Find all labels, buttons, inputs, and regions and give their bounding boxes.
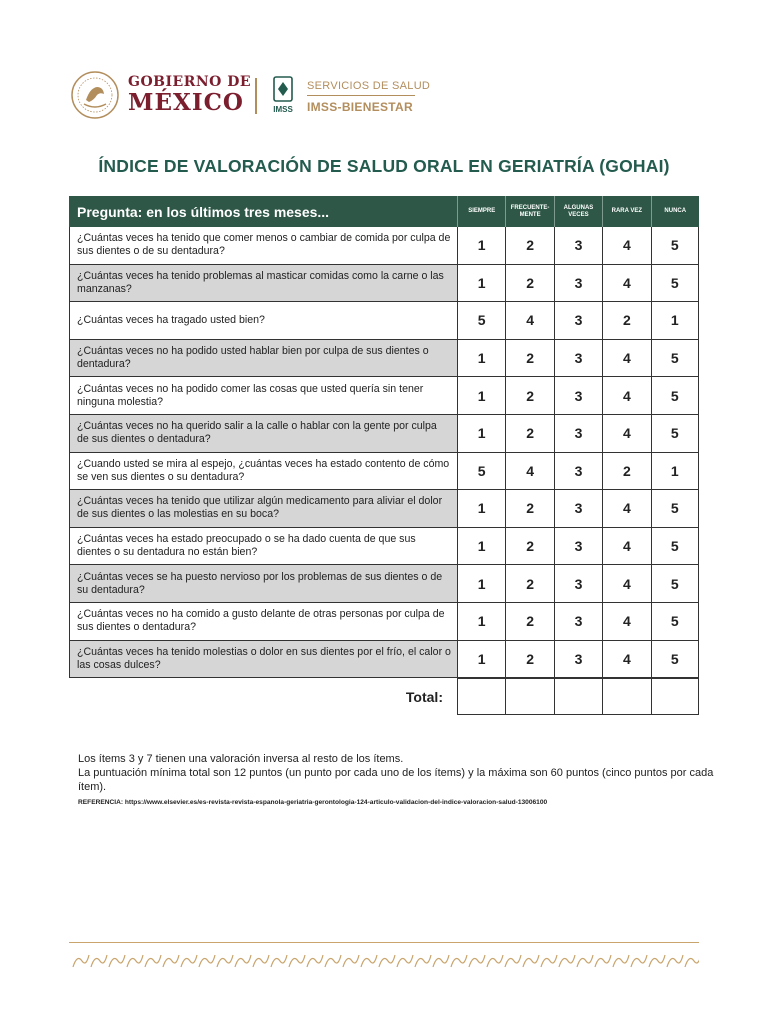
total-cell[interactable]	[554, 678, 602, 715]
table-row	[69, 565, 699, 603]
score-cell[interactable]: 2	[505, 265, 553, 302]
question-text: ¿Cuando usted se mira al espejo, ¿cuántas veces ha estado contento de cómo se ven sus dientes o su dentadura?	[69, 453, 457, 490]
logo-divider	[255, 78, 257, 114]
score-cell[interactable]: 3	[554, 340, 602, 377]
reference-text: REFERENCIA: https://www.elsevier.es/es-revista-revista-espanola-geriatria-gerontologia-124-articulo-validacion-del-indice-valoracion-salud-13006100	[78, 799, 548, 806]
column-header-algunas-veces: ALGUNAS VECES	[554, 196, 602, 227]
score-cell[interactable]: 1	[457, 528, 505, 565]
question-text: ¿Cuántas veces no ha podido comer las cosas que usted quería sin tener ninguna molestia?	[69, 377, 457, 414]
score-cell[interactable]: 5	[651, 415, 699, 452]
score-cell[interactable]: 3	[554, 641, 602, 678]
score-cell[interactable]: 3	[554, 302, 602, 339]
table-row	[69, 528, 699, 566]
total-cell[interactable]	[505, 678, 553, 715]
question-text: ¿Cuántas veces ha tenido problemas al masticar comidas como la carne o las manzanas?	[69, 265, 457, 302]
page-header	[70, 66, 490, 126]
score-cell[interactable]: 1	[457, 265, 505, 302]
score-cell[interactable]: 2	[505, 528, 553, 565]
table-row	[69, 603, 699, 641]
gov-line1: GOBIERNO DE	[128, 74, 252, 90]
note-line1: Los ítems 3 y 7 tienen una valoración inversa al resto de los ítems.	[78, 753, 404, 765]
notes	[78, 752, 718, 810]
score-cell[interactable]: 5	[651, 377, 699, 414]
score-cell[interactable]: 4	[602, 603, 650, 640]
footer-ornament-icon	[69, 950, 699, 972]
table-row	[69, 415, 699, 453]
footer-rule	[69, 942, 699, 943]
score-cell[interactable]: 1	[457, 415, 505, 452]
gohai-table	[69, 196, 699, 715]
table-row	[69, 490, 699, 528]
page-title: ÍNDICE DE VALORACIÓN DE SALUD ORAL EN GERIATRÍA (GOHAI)	[98, 156, 670, 176]
score-cell[interactable]: 2	[505, 565, 553, 602]
score-cell[interactable]: 1	[457, 490, 505, 527]
score-cell[interactable]: 1	[457, 227, 505, 264]
score-cell[interactable]: 2	[505, 641, 553, 678]
score-cell[interactable]: 4	[505, 453, 553, 490]
score-cell[interactable]: 2	[505, 340, 553, 377]
score-cell[interactable]: 5	[457, 453, 505, 490]
score-cell[interactable]: 4	[602, 528, 650, 565]
score-cell[interactable]: 2	[505, 227, 553, 264]
score-cell[interactable]: 2	[505, 490, 553, 527]
imss-icon-text: IMSS	[273, 105, 293, 114]
column-header-siempre: SIEMPRE	[457, 196, 505, 227]
score-cell[interactable]: 1	[457, 340, 505, 377]
score-cell[interactable]: 4	[602, 565, 650, 602]
question-text: ¿Cuántas veces no ha comido a gusto delante de otras personas por culpa de sus dientes o dentadura?	[69, 603, 457, 640]
table-row	[69, 641, 699, 679]
score-cell[interactable]: 3	[554, 453, 602, 490]
question-text: ¿Cuántas veces no ha podido usted hablar bien por culpa de sus dientes o dentadura?	[69, 340, 457, 377]
table-row	[69, 453, 699, 491]
score-cell[interactable]: 1	[457, 377, 505, 414]
score-cell[interactable]: 4	[602, 265, 650, 302]
score-cell[interactable]: 5	[651, 265, 699, 302]
score-cell[interactable]: 3	[554, 227, 602, 264]
question-text: ¿Cuántas veces ha tenido molestias o dolor en sus dientes por el frío, el calor o las cosas dulces?	[69, 641, 457, 678]
score-cell[interactable]: 2	[602, 453, 650, 490]
score-cell[interactable]: 4	[602, 415, 650, 452]
score-cell[interactable]: 5	[457, 302, 505, 339]
table-body	[69, 227, 699, 678]
question-text: ¿Cuántas veces ha estado preocupado o se ha dado cuenta de que sus dientes o su dentadura no están bien?	[69, 528, 457, 565]
score-cell[interactable]: 4	[602, 227, 650, 264]
score-cell[interactable]: 2	[602, 302, 650, 339]
score-cell[interactable]: 4	[602, 340, 650, 377]
score-cell[interactable]: 4	[602, 641, 650, 678]
score-cell[interactable]: 1	[457, 565, 505, 602]
table-row	[69, 265, 699, 303]
score-cell[interactable]: 1	[651, 453, 699, 490]
imss-line2: IMSS-BIENESTAR	[307, 100, 413, 114]
note-line2: La puntuación mínima total son 12 puntos (un punto por cada uno de los ítems) y la máxima son 60 puntos (cinco puntos por cada ítem).	[78, 767, 714, 793]
table-row	[69, 377, 699, 415]
score-cell[interactable]: 2	[505, 377, 553, 414]
score-cell[interactable]: 3	[554, 377, 602, 414]
score-cell[interactable]: 5	[651, 528, 699, 565]
table-header	[69, 196, 699, 227]
score-cell[interactable]: 5	[651, 227, 699, 264]
score-cell[interactable]: 3	[554, 265, 602, 302]
imss-logo-icon	[268, 76, 298, 116]
total-cell[interactable]	[602, 678, 650, 715]
question-text: ¿Cuántas veces se ha puesto nervioso por los problemas de sus dientes o de su dentadura?	[69, 565, 457, 602]
score-cell[interactable]: 4	[602, 490, 650, 527]
imss-wordmark	[307, 80, 430, 114]
government-wordmark	[128, 74, 251, 116]
total-row	[69, 678, 699, 715]
score-cell[interactable]: 3	[554, 415, 602, 452]
total-cell[interactable]	[457, 678, 505, 715]
score-cell[interactable]: 5	[651, 490, 699, 527]
table-row	[69, 227, 699, 265]
score-cell[interactable]: 3	[554, 528, 602, 565]
total-cell[interactable]	[651, 678, 699, 715]
question-text: ¿Cuántas veces ha tenido que utilizar algún medicamento para aliviar el dolor de sus dientes o las molestias en su boca?	[69, 490, 457, 527]
gov-line2: MÉXICO	[128, 89, 244, 116]
score-cell[interactable]: 5	[651, 641, 699, 678]
score-cell[interactable]: 5	[651, 603, 699, 640]
question-text: ¿Cuántas veces ha tenido que comer menos o cambiar de comida por culpa de sus dientes o de su dentadura?	[69, 227, 457, 264]
score-cell[interactable]: 4	[505, 302, 553, 339]
score-cell[interactable]: 2	[505, 415, 553, 452]
score-cell[interactable]: 5	[651, 565, 699, 602]
score-cell[interactable]: 3	[554, 603, 602, 640]
total-label: Total:	[405, 688, 443, 705]
imss-line1: SERVICIOS DE SALUD	[307, 80, 431, 92]
score-cell[interactable]: 5	[651, 340, 699, 377]
column-header-frecuentemente: FRECUENTE-MENTE	[505, 196, 553, 227]
score-cell[interactable]: 4	[602, 377, 650, 414]
question-header: Pregunta: en los últimos tres meses...	[77, 203, 330, 220]
imss-rule	[307, 95, 415, 96]
table-row	[69, 340, 699, 378]
table-row	[69, 302, 699, 340]
score-cell[interactable]: 2	[505, 603, 553, 640]
score-cell[interactable]: 3	[554, 490, 602, 527]
column-header-nunca: NUNCA	[651, 196, 699, 227]
score-cell[interactable]: 1	[651, 302, 699, 339]
score-cell[interactable]: 1	[457, 641, 505, 678]
question-text: ¿Cuántas veces ha tragado usted bien?	[69, 302, 457, 339]
column-header-rara-vez: RARA VEZ	[602, 196, 650, 227]
score-cell[interactable]: 3	[554, 565, 602, 602]
score-cell[interactable]: 1	[457, 603, 505, 640]
national-seal-icon	[70, 70, 120, 120]
question-text: ¿Cuántas veces no ha querido salir a la calle o hablar con la gente por culpa de sus dientes o dentadura?	[69, 415, 457, 452]
